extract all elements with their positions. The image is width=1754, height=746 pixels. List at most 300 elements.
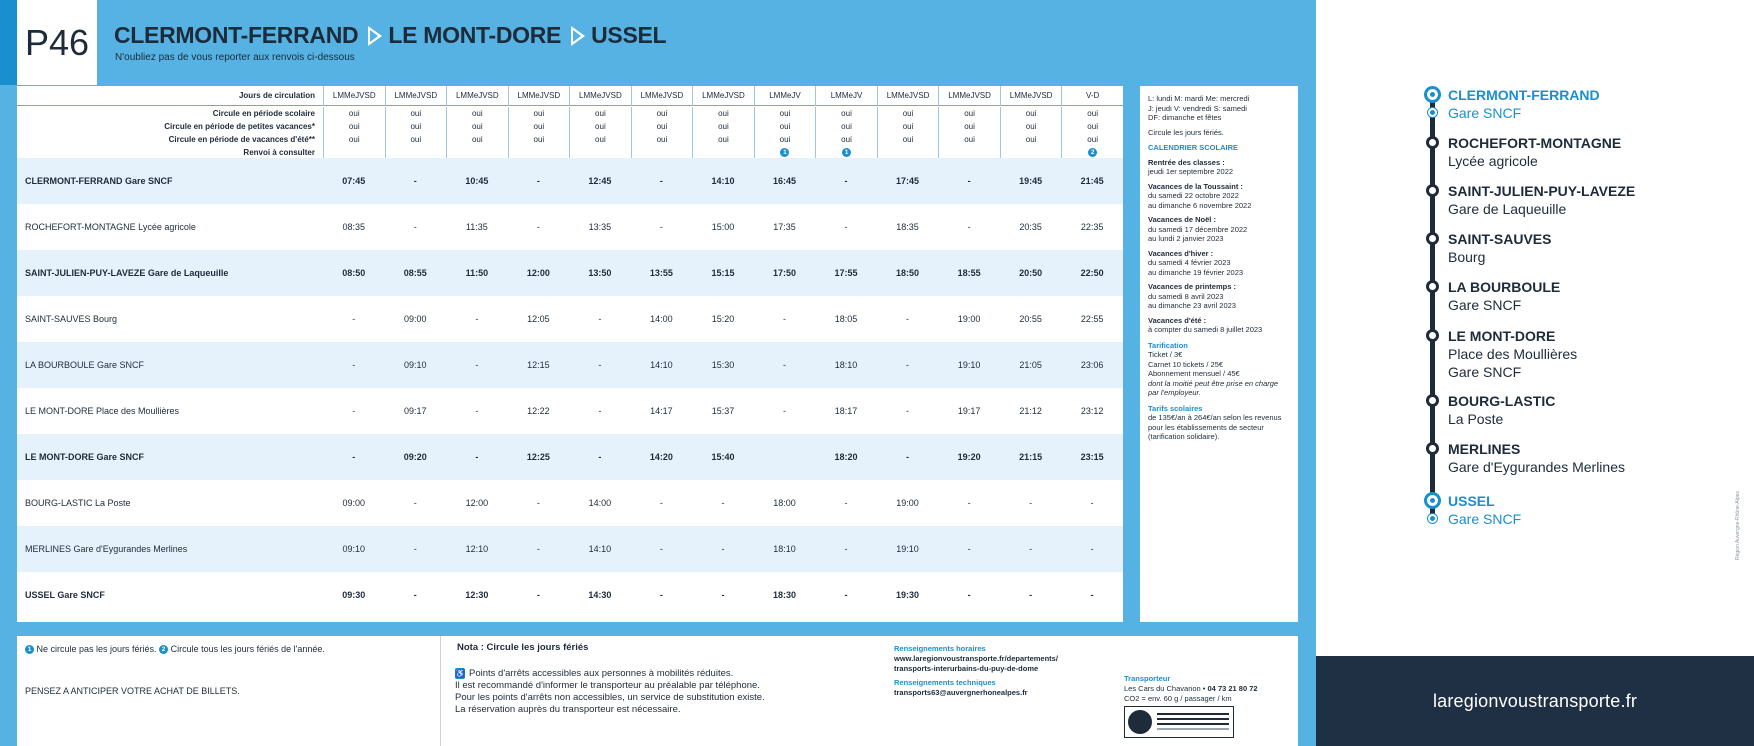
- renvoi-1-icon: 1: [25, 645, 34, 654]
- table-row: [17, 480, 1123, 526]
- time-cell: -: [906, 452, 910, 462]
- scolaire-text: de 135€/an à 264€/an selon les revenus pour les établissements de secteur (tarification solidaire).: [1148, 413, 1282, 441]
- time-cell: -: [352, 406, 356, 416]
- time-cell: -: [536, 544, 540, 554]
- time-cell: 18:05: [834, 314, 858, 324]
- time-cell: 22:50: [1080, 268, 1104, 278]
- time-cell: -: [659, 544, 663, 554]
- time-cell: 18:17: [834, 406, 858, 416]
- route-stop-name: SAINT-JULIEN-PUY-LAVEZE: [1448, 183, 1636, 199]
- renvoi-1-text: Ne circule pas les jours fériés.: [36, 644, 157, 654]
- time-cell: 20:50: [1019, 268, 1043, 278]
- time-cell: 14:10: [588, 544, 612, 554]
- header-cell-days: V-D: [1061, 86, 1123, 106]
- header-cell-days: LMMeJV: [754, 86, 816, 106]
- time-cell: -: [967, 498, 971, 508]
- time-cell: 18:55: [957, 268, 981, 278]
- time-cell: 21:45: [1080, 176, 1104, 186]
- time-cell: 15:30: [711, 360, 735, 370]
- time-cell: 12:15: [527, 360, 550, 370]
- time-cell: 19:10: [896, 544, 919, 554]
- time-cell: 19:20: [957, 452, 981, 462]
- header-label: Jours de circulation: [238, 91, 315, 100]
- time-cell: -: [906, 406, 910, 416]
- time-cell: 09:00: [404, 314, 427, 324]
- time-cell: -: [844, 222, 848, 232]
- time-cell: 09:30: [342, 590, 366, 600]
- rentree-text: jeudi 1er septembre 2022: [1148, 167, 1234, 176]
- stop-name: USSEL Gare SNCF: [25, 590, 105, 600]
- header-cell-summer: oui: [569, 133, 631, 146]
- transporteur-title: Transporteur: [1124, 674, 1171, 683]
- header-cell-summer: oui: [323, 133, 385, 146]
- route-stop-place: La Poste: [1448, 411, 1504, 427]
- stop-node-icon: [1426, 442, 1439, 455]
- time-cell: 21:12: [1019, 406, 1042, 416]
- nota-title: Nota : Circule les jours fériés: [457, 642, 589, 653]
- route-stop: [1448, 182, 1635, 218]
- info-box: [1140, 86, 1298, 622]
- tarif-carnet: Carnet 10 tickets / 25€: [1148, 359, 1224, 369]
- header-cell-days: LMMeJVSD: [631, 86, 693, 106]
- table-row: [17, 204, 1123, 250]
- ete-start: à compter du samedi 8 juillet 2023: [1148, 325, 1263, 334]
- time-cell: 19:00: [896, 498, 919, 508]
- time-cell: -: [967, 222, 971, 232]
- time-cell: -: [536, 176, 540, 186]
- time-cell: 18:10: [773, 544, 796, 554]
- tarif-note: dont la moitié peut être prise en charge par l'employeur.: [1148, 378, 1279, 397]
- time-cell: 12:45: [588, 176, 612, 186]
- route-stop: [1448, 134, 1621, 170]
- time-cell: 18:10: [834, 360, 858, 370]
- time-cell: -: [475, 452, 479, 462]
- platform-dot-icon: [1428, 514, 1437, 523]
- time-cell: 14:00: [588, 498, 612, 508]
- time-cell: 14:30: [588, 590, 612, 600]
- hiver-start: du samedi 4 février 2023: [1148, 258, 1231, 267]
- tarif-ticket: Ticket / 3€: [1148, 350, 1183, 359]
- stop-name: SAINT-SAUVES Bourg: [25, 314, 118, 324]
- table-row: [17, 572, 1123, 618]
- route-stop-name: SAINT-SAUVES: [1448, 231, 1552, 247]
- time-cell: -: [782, 360, 786, 370]
- time-cell: 16:45: [772, 176, 796, 186]
- header-cell-small: oui: [508, 120, 570, 133]
- route-diagram: [1420, 86, 1720, 566]
- time-cell: -: [1029, 544, 1033, 554]
- time-cell: -: [721, 498, 725, 508]
- route-stop: [1448, 278, 1560, 314]
- footer-website[interactable]: laregionvoustransporte.fr: [1316, 656, 1754, 746]
- stop-node-icon: [1426, 394, 1439, 407]
- header-row-school: [17, 107, 1123, 120]
- header-cell-small: oui: [631, 120, 693, 133]
- table-row: [17, 250, 1123, 296]
- time-cell: 07:45: [342, 176, 366, 186]
- access-line: La réservation auprès du transporteur est nécessaire.: [455, 704, 681, 716]
- accessibility-box: [440, 636, 884, 746]
- header-cell-small: oui: [569, 120, 631, 133]
- time-cell: -: [413, 590, 417, 600]
- horaires-title: Renseignements horaires: [894, 644, 986, 653]
- route-stop-name: MERLINES: [1448, 441, 1521, 457]
- header-cell-days: LMMeJV: [815, 86, 877, 106]
- time-cell: -: [659, 222, 663, 232]
- time-cell: -: [906, 314, 910, 324]
- time-cell: 11:35: [465, 222, 488, 232]
- header-cell-school: oui: [1000, 107, 1062, 120]
- time-cell: 13:55: [649, 268, 673, 278]
- route-stop-place: Gare SNCF: [1448, 511, 1522, 527]
- route-stop: [1448, 230, 1551, 266]
- time-cell: -: [844, 498, 848, 508]
- header-cell-small: oui: [877, 120, 939, 133]
- time-cell: 12:30: [465, 590, 489, 600]
- time-cell: -: [967, 544, 971, 554]
- time-cell: 17:50: [772, 268, 796, 278]
- hiver-end: au dimanche 19 février 2023: [1148, 267, 1244, 277]
- time-cell: 14:10: [711, 176, 735, 186]
- route-stop-place: Gare d'Eygurandes Merlines: [1448, 459, 1625, 475]
- credit-text: Région Auvergne-Rhône-Alpes: [1735, 491, 1741, 560]
- time-cell: -: [844, 590, 848, 600]
- route-stop-place: Gare SNCF: [1448, 364, 1522, 380]
- calendar-title: CALENDRIER SCOLAIRE: [1148, 143, 1239, 152]
- transporteur-phone[interactable]: 04 73 21 80 72: [1207, 684, 1258, 693]
- route-stop-name: CLERMONT-FERRAND: [1448, 87, 1600, 103]
- stop-node-icon: [1426, 184, 1439, 197]
- header-cell-small: oui: [1000, 120, 1062, 133]
- route-stop-name: ROCHEFORT-MONTAGNE: [1448, 135, 1622, 151]
- time-cell: 12:00: [526, 268, 550, 278]
- header-cell-days: LMMeJVSD: [877, 86, 939, 106]
- time-cell: -: [844, 544, 848, 554]
- header-row-days: [17, 86, 1123, 106]
- renvoi-2-icon: 2: [1088, 148, 1097, 157]
- time-cell: 13:50: [588, 268, 612, 278]
- route-stop-name: USSEL: [1448, 493, 1495, 509]
- horaires-link[interactable]: transports-interurbains-du-puy-de-dome: [894, 664, 1039, 673]
- header-cell-small: oui: [754, 120, 816, 133]
- time-cell: 18:20: [834, 452, 858, 462]
- arrow-right-icon: [368, 26, 382, 46]
- header-cell-small: oui: [323, 120, 385, 133]
- time-cell: 09:10: [404, 360, 427, 370]
- time-cell: 19:45: [1019, 176, 1043, 186]
- scolaire-title: Tarifs scolaires: [1148, 403, 1203, 413]
- ete-title: Vacances d'été :: [1148, 315, 1207, 325]
- time-cell: -: [413, 222, 417, 232]
- contact-box: [884, 636, 1298, 746]
- tech-title: Renseignements techniques: [894, 678, 996, 687]
- time-cell: 23:06: [1080, 360, 1104, 370]
- legend-line: DF: dimanche et fêtes: [1148, 113, 1222, 122]
- anticipate-note: PENSEZ A ANTICIPER VOTRE ACHAT DE BILLETS.: [25, 686, 240, 697]
- renvoi-1-icon: 1: [842, 148, 851, 157]
- time-cell: 08:55: [403, 268, 427, 278]
- header-cell-school: oui: [938, 107, 1000, 120]
- renvoi-2-text: Circule tous les jours fériés de l'année.: [170, 644, 325, 654]
- time-cell: 19:00: [957, 314, 981, 324]
- timetable-body: [17, 158, 1123, 618]
- time-cell: -: [721, 590, 725, 600]
- noel-title: Vacances de Noël :: [1148, 215, 1216, 224]
- route-stop-place: Place des Moullières: [1448, 346, 1578, 362]
- stop-name: LE MONT-DORE Place des Moullières: [25, 406, 180, 416]
- toussaint-end: au dimanche 6 novembre 2022: [1148, 200, 1252, 210]
- stop-node-icon: [1426, 329, 1439, 342]
- time-cell: 21:15: [1019, 452, 1043, 462]
- route-stop-place: Gare SNCF: [1448, 297, 1522, 313]
- header-label: Renvoi à consulter: [243, 148, 315, 157]
- time-cell: -: [475, 406, 479, 416]
- header-cell-summer: oui: [815, 133, 877, 146]
- time-cell: -: [659, 590, 663, 600]
- table-row: [17, 296, 1123, 342]
- header-cell-summer: oui: [938, 133, 1000, 146]
- stop-name: MERLINES Gare d'Eygurandes Merlines: [25, 544, 188, 554]
- time-cell: 22:55: [1080, 314, 1104, 324]
- time-cell: 20:35: [1019, 222, 1042, 232]
- time-cell: 08:35: [342, 222, 366, 232]
- route-stop: [1448, 327, 1577, 381]
- time-cell: 14:17: [650, 406, 673, 416]
- time-cell: 15:20: [711, 314, 735, 324]
- header-cell-school: oui: [631, 107, 693, 120]
- tarif-title: Tarification: [1148, 340, 1188, 350]
- terminus-node-icon: [1424, 86, 1441, 103]
- time-cell: -: [352, 452, 356, 462]
- time-cell: 18:50: [896, 268, 920, 278]
- header-cell-summer: oui: [508, 133, 570, 146]
- time-cell: 21:05: [1019, 360, 1042, 370]
- time-cell: -: [475, 314, 479, 324]
- legend-line: J: jeudi V: vendredi S: samedi: [1148, 103, 1247, 113]
- time-cell: -: [475, 360, 479, 370]
- header-label: Circule en période de vacances d'été**: [168, 135, 315, 144]
- toussaint-start: du samedi 22 octobre 2022: [1148, 191, 1239, 200]
- time-cell: 12:22: [527, 406, 550, 416]
- time-cell: 19:17: [957, 406, 981, 416]
- time-cell: 15:00: [711, 222, 735, 232]
- rentree-title: Rentrée des classes :: [1148, 157, 1225, 167]
- header-cell-summer: oui: [1000, 133, 1062, 146]
- header-cell-days: LMMeJVSD: [323, 86, 385, 106]
- header-cell-small: oui: [385, 120, 447, 133]
- wheelchair-icon: ♿: [455, 669, 465, 678]
- time-cell: 17:55: [834, 268, 858, 278]
- stop-name: SAINT-JULIEN-PUY-LAVEZE Gare de Laqueuille: [25, 268, 229, 278]
- header-cell-summer: oui: [446, 133, 508, 146]
- stop-name: LE MONT-DORE Gare SNCF: [25, 452, 145, 462]
- header-cell-summer: oui: [1061, 133, 1123, 146]
- route-stop-place: Bourg: [1448, 249, 1486, 265]
- time-cell: -: [1090, 498, 1094, 508]
- time-cell: 09:17: [404, 406, 427, 416]
- time-cell: -: [659, 176, 663, 186]
- time-cell: -: [536, 590, 540, 600]
- header-cell-school: oui: [754, 107, 816, 120]
- time-cell: 13:35: [588, 222, 612, 232]
- header-cell-school: oui: [1061, 107, 1123, 120]
- route-line: [1430, 98, 1435, 518]
- time-cell: 12:05: [527, 314, 550, 324]
- header-cell-small: oui: [815, 120, 877, 133]
- co2-label-icon: [1124, 706, 1234, 738]
- header-cell-summer: oui: [754, 133, 816, 146]
- header-row-summer: [17, 133, 1123, 146]
- time-cell: -: [352, 314, 356, 324]
- toussaint-title: Vacances de la Toussaint :: [1148, 181, 1243, 191]
- time-cell: -: [598, 360, 602, 370]
- holidays-note: Circule les jours fériés.: [1148, 127, 1224, 137]
- header-cell-school: oui: [877, 107, 939, 120]
- time-cell: 23:15: [1080, 452, 1104, 462]
- header-cell-days: LMMeJVSD: [569, 86, 631, 106]
- time-cell: -: [413, 176, 417, 186]
- time-cell: -: [1090, 544, 1094, 554]
- time-cell: 09:20: [403, 452, 427, 462]
- time-cell: 19:10: [957, 360, 981, 370]
- header-label: Circule en période de petites vacances*: [164, 122, 315, 131]
- header-cell-small: oui: [692, 120, 754, 133]
- header-cell-small: oui: [1061, 120, 1123, 133]
- time-cell: -: [659, 498, 663, 508]
- printemps-start: du samedi 8 avril 2023: [1148, 291, 1224, 301]
- time-cell: -: [1029, 590, 1033, 600]
- time-cell: 12:10: [465, 544, 489, 554]
- time-cell: 18:30: [772, 590, 796, 600]
- time-cell: -: [782, 314, 786, 324]
- time-cell: -: [967, 176, 971, 186]
- time-cell: -: [906, 360, 910, 370]
- route-stop-place: Lycée agricole: [1448, 153, 1538, 169]
- time-cell: 19:30: [896, 590, 920, 600]
- time-cell: -: [598, 406, 602, 416]
- arrow-right-icon: [571, 26, 585, 46]
- time-cell: -: [352, 360, 356, 370]
- time-cell: 20:55: [1019, 314, 1042, 324]
- accent-strip: [0, 0, 17, 85]
- renvoi-notes: [25, 644, 432, 654]
- time-cell: -: [413, 544, 417, 554]
- printemps-title: Vacances de printemps :: [1148, 282, 1236, 291]
- header-cell-small: oui: [446, 120, 508, 133]
- timetable: [17, 86, 1123, 622]
- access-line: Il est recommandé d'informer le transporteur au préalable par téléphone.: [455, 680, 760, 692]
- transporteur-line: Les Cars du Chavanon • 04 73 21 80 72: [1124, 684, 1258, 693]
- header-row-small-holidays: [17, 120, 1123, 133]
- time-cell: -: [598, 314, 602, 324]
- renvoi-1-icon: 1: [780, 148, 789, 157]
- header-cell-summer: oui: [385, 133, 447, 146]
- header-cell-school: oui: [508, 107, 570, 120]
- route-stop: [1448, 392, 1555, 428]
- header-cell-days: LMMeJVSD: [508, 86, 570, 106]
- line-code: P46: [17, 0, 97, 85]
- header-cell-small: oui: [938, 120, 1000, 133]
- time-cell: -: [536, 498, 540, 508]
- route-title: [114, 22, 666, 49]
- time-cell: 09:10: [342, 544, 366, 554]
- time-cell: -: [1029, 498, 1033, 508]
- header-cell-days: LMMeJVSD: [938, 86, 1000, 106]
- table-row: [17, 526, 1123, 572]
- header-cell-summer: oui: [877, 133, 939, 146]
- time-cell: -: [844, 176, 848, 186]
- route-subtitle: N'oubliez pas de vous reporter aux renvois ci-dessous: [115, 52, 355, 63]
- time-cell: -: [782, 406, 786, 416]
- route-stop-name: LE MONT-DORE: [1448, 328, 1556, 344]
- transporteur-name: Les Cars du Chavanon: [1124, 684, 1201, 693]
- route-stop: [1448, 440, 1625, 476]
- header-cell-summer: oui: [631, 133, 693, 146]
- legend-line: L: lundi M: mardi Me: mercredi: [1148, 94, 1250, 103]
- time-cell: 18:35: [896, 222, 919, 232]
- header-cell-school: oui: [815, 107, 877, 120]
- header-cell-days: LMMeJVSD: [692, 86, 754, 106]
- time-cell: 15:37: [711, 406, 735, 416]
- header-cell-school: oui: [692, 107, 754, 120]
- stop-name: CLERMONT-FERRAND Gare SNCF: [25, 176, 173, 186]
- tech-email-link[interactable]: transports63@auvergnerhonealpes.fr: [894, 688, 1028, 697]
- noel-start: du samedi 17 décembre 2022: [1148, 224, 1248, 234]
- terminus-node-icon: [1424, 492, 1441, 509]
- table-row: [17, 388, 1123, 434]
- route-title-destination: USSEL: [591, 22, 667, 48]
- header-cell-days: LMMeJVSD: [385, 86, 447, 106]
- time-cell: -: [721, 544, 725, 554]
- time-cell: 15:40: [711, 452, 735, 462]
- route-stop-place: Gare SNCF: [1448, 105, 1522, 121]
- time-cell: 17:35: [773, 222, 796, 232]
- time-cell: 22:35: [1080, 222, 1104, 232]
- noel-end: au lundi 2 janvier 2023: [1148, 234, 1224, 243]
- access-line: Pour les points d'arrêts non accessibles, un service de substitution existe.: [455, 692, 765, 704]
- time-cell: -: [598, 452, 602, 462]
- time-cell: 18:00: [773, 498, 796, 508]
- printemps-end: au dimanche 23 avril 2023: [1148, 301, 1236, 310]
- access-text: Points d'arrêts accessibles aux personnes à mobilités réduites.: [469, 668, 734, 680]
- route-stop-place: Gare de Laqueuille: [1448, 201, 1567, 217]
- route-stop: [1448, 492, 1521, 528]
- time-cell: -: [413, 498, 417, 508]
- time-cell: 17:45: [896, 176, 920, 186]
- stop-name: BOURG-LASTIC La Poste: [25, 498, 131, 508]
- stop-name: ROCHEFORT-MONTAGNE Lycée agricole: [25, 222, 196, 232]
- time-cell: 08:50: [342, 268, 366, 278]
- time-cell: 09:00: [342, 498, 366, 508]
- stop-node-icon: [1426, 136, 1439, 149]
- tarif-abonnement: Abonnement mensuel / 45€: [1148, 369, 1240, 378]
- time-cell: -: [967, 590, 971, 600]
- time-cell: -: [1090, 590, 1094, 600]
- access-line: [455, 668, 870, 680]
- header-cell-school: oui: [385, 107, 447, 120]
- notes-box: [17, 636, 440, 746]
- header-cell-school: oui: [323, 107, 385, 120]
- header-label: Circule en période scolaire: [212, 109, 315, 118]
- time-cell: 14:20: [649, 452, 673, 462]
- time-cell: 23:12: [1080, 406, 1104, 416]
- horaires-link[interactable]: www.laregionvoustransporte.fr/departements/: [894, 654, 1058, 663]
- header-cell-days: LMMeJVSD: [1000, 86, 1062, 106]
- header-cell-school: oui: [569, 107, 631, 120]
- co2-text: CO2 = env. 60 g / passager / km: [1124, 694, 1232, 703]
- time-cell: 14:10: [650, 360, 673, 370]
- header-cell-days: LMMeJVSD: [446, 86, 508, 106]
